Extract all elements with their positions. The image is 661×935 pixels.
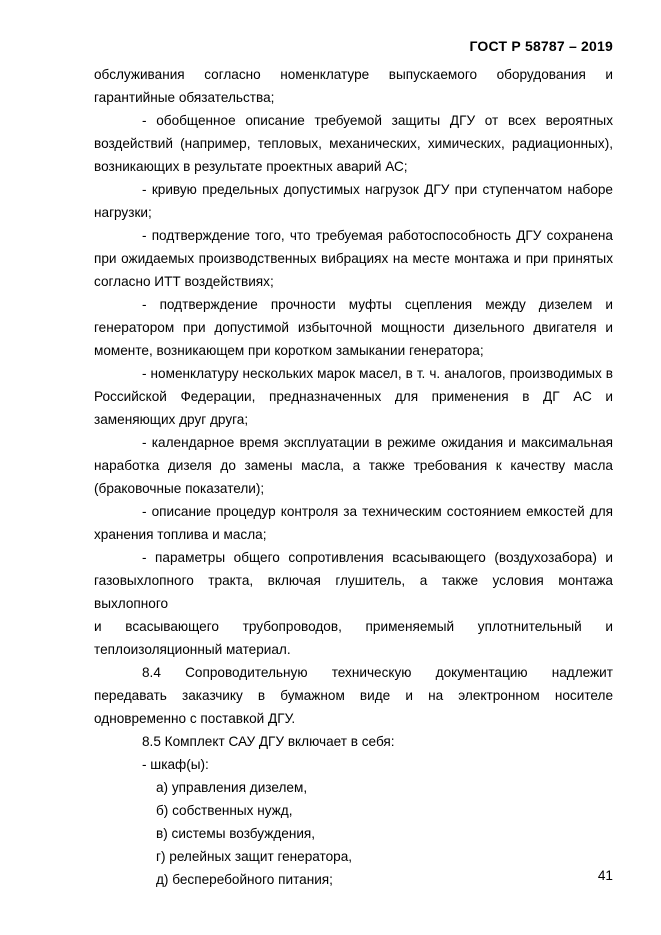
- cabinet-list-item: в) системы возбуждения,: [156, 826, 316, 841]
- paragraph-intake-exhaust: [94, 546, 613, 661]
- cabinet-list-item: д) бесперебойного питания;: [156, 872, 333, 887]
- section-8-4-line1: 8.4 Сопроводительную техническую документацию надлежит: [142, 665, 613, 680]
- cabinet-list-intro: - шкаф(ы):: [142, 757, 209, 772]
- page-number: 41: [597, 868, 613, 883]
- document-body: [94, 63, 613, 891]
- paragraph-oil-brands: - номенклатуру нескольких марок масел, в т. ч. аналогов, производимых в Российской Федерации, предназначенных для применения в ДГ АС и заменяющих друг друга;: [94, 366, 613, 427]
- paragraph-continuation: обслуживания согласно номенклатуре выпускаемого оборудования и гарантийные обязательства;: [94, 67, 613, 105]
- paragraph-vibration-confirmation: - подтверждение того, что требуемая работоспособность ДГУ сохранена при ожидаемых производственных вибрациях на месте монтажа и при принятых согласно ИТТ воздействиях;: [94, 228, 613, 289]
- paragraph-load-curve: - кривую предельных допустимых нагрузок ДГУ при ступенчатом наборе нагрузки;: [94, 182, 613, 220]
- paragraph-intake-exhaust-line3: теплоизоляционный материал.: [94, 642, 291, 657]
- cabinet-list-item: г) релейных защит генератора,: [156, 849, 353, 864]
- paragraph-tank-control: - описание процедур контроля за техническим состоянием емкостей для хранения топлива и масла;: [94, 504, 613, 542]
- document-code-header: ГОСТ Р 58787 – 2019: [469, 38, 613, 54]
- paragraph-intake-exhaust-line1: - параметры общего сопротивления всасывающего (воздухозабора) и газовыхлопного тракта, включая глушитель, а также условия монтажа выхлопного: [94, 550, 613, 611]
- section-8-4-rest: передавать заказчику в бумажном виде и на электронном носителе одновременно с поставкой ДГУ.: [94, 688, 613, 726]
- paragraph-oil-change: - календарное время эксплуатации в режиме ожидания и максимальная наработка дизеля до замены масла, а также требования к качеству масла (браковочные показатели);: [94, 435, 613, 496]
- paragraph-coupling-strength: - подтверждение прочности муфты сцепления между дизелем и генератором при допустимой избыточной мощности дизельного двигателя и моменте, возникающем при коротком замыкании генератора;: [94, 297, 613, 358]
- section-8-4: [94, 661, 613, 730]
- cabinet-list-item: а) управления дизелем,: [156, 780, 308, 795]
- paragraph-intake-exhaust-line2: и всасывающего трубопроводов, применяемый уплотнительный и: [94, 619, 613, 634]
- cabinet-list-item: б) собственных нужд,: [156, 803, 293, 818]
- paragraph-protection-description: - обобщенное описание требуемой защиты ДГУ от всех вероятных воздействий (например, тепловых, механических, химических, радиационных), возникающих в результате проектных аварий АС;: [94, 113, 613, 174]
- section-8-5: 8.5 Комплект САУ ДГУ включает в себя:: [142, 734, 395, 749]
